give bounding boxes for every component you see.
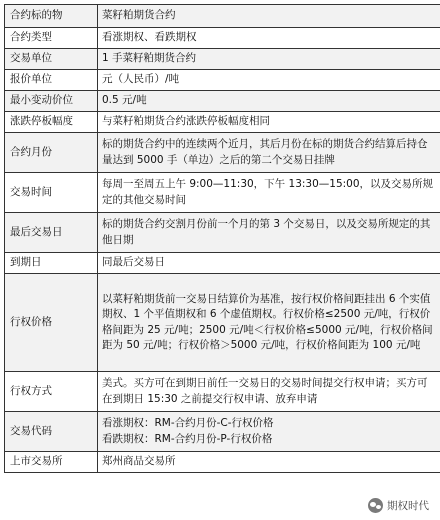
table-row	[5, 70, 440, 91]
row-label: 交易代码	[5, 412, 98, 452]
row-label: 合约月份	[5, 133, 98, 173]
trading-code-call: 看涨期权：RM-合约月份-C-行权价格	[102, 417, 274, 429]
row-value: 美式。买方可在到期日前任一交易日的交易时间提交行权申请；买方可在到期日 15:30 之前提交行权申请、放弃申请	[98, 372, 440, 412]
table-row	[5, 274, 440, 372]
table-row	[5, 213, 440, 253]
table-row	[5, 91, 440, 112]
table-row	[5, 372, 440, 412]
row-value: 标的期货合约中的连续两个近月，其后月份在标的期货合约结算后持仓量达到 5000 手（单边）之后的第二个交易日挂牌	[98, 133, 440, 173]
row-label: 合约类型	[5, 28, 98, 49]
contract-spec-table	[4, 4, 440, 473]
row-value: 以菜籽粕期货前一交易日结算价为基准，按行权价格间距挂出 6 个实值期权、1 个平值期权和 6 个虚值期权。行权价格≤2500 元/吨，行权价格间距为 25 元/吨；2500 元/吨＜行权价格≤5000 元/吨，行权价格间距为 50 元/吨；行权价格＞5000 元/吨，行权价格间距为 100 元/吨	[98, 274, 440, 372]
row-value: 元（人民币）/吨	[98, 70, 440, 91]
row-label: 上市交易所	[5, 452, 98, 473]
table-row	[5, 49, 440, 70]
table-row	[5, 5, 440, 28]
row-label: 合约标的物	[5, 5, 98, 28]
row-label: 最小变动价位	[5, 91, 98, 112]
row-value: 同最后交易日	[98, 253, 440, 274]
row-value: 看涨期权、看跌期权	[98, 28, 440, 49]
table-row	[5, 412, 440, 452]
table-row	[5, 133, 440, 173]
table-row	[5, 173, 440, 213]
row-label: 涨跌停板幅度	[5, 112, 98, 133]
row-value: 1 手菜籽粕期货合约	[98, 49, 440, 70]
row-value: 菜籽粕期货合约	[98, 5, 440, 28]
row-value: 标的期货合约交割月份前一个月的第 3 个交易日，以及交易所规定的其他日期	[98, 213, 440, 253]
row-value: 每周一至周五上午 9:00—11:30，下午 13:30—15:00，以及交易所规定的其他交易时间	[98, 173, 440, 213]
table-row	[5, 253, 440, 274]
row-value: 与菜籽粕期货合约涨跌停板幅度相同	[98, 112, 440, 133]
row-label: 报价单位	[5, 70, 98, 91]
row-label: 行权方式	[5, 372, 98, 412]
table-row	[5, 28, 440, 49]
watermark	[365, 497, 432, 514]
wechat-icon	[368, 498, 383, 513]
row-value: 0.5 元/吨	[98, 91, 440, 112]
row-label: 最后交易日	[5, 213, 98, 253]
watermark-text: 期权时代	[387, 500, 429, 512]
row-label: 行权价格	[5, 274, 98, 372]
row-value	[98, 412, 440, 452]
row-label: 到期日	[5, 253, 98, 274]
table-row	[5, 452, 440, 473]
row-label: 交易单位	[5, 49, 98, 70]
row-label: 交易时间	[5, 173, 98, 213]
trading-code-put: 看跌期权：RM-合约月份-P-行权价格	[102, 432, 273, 445]
table-row	[5, 112, 440, 133]
row-value: 郑州商品交易所	[98, 452, 440, 473]
